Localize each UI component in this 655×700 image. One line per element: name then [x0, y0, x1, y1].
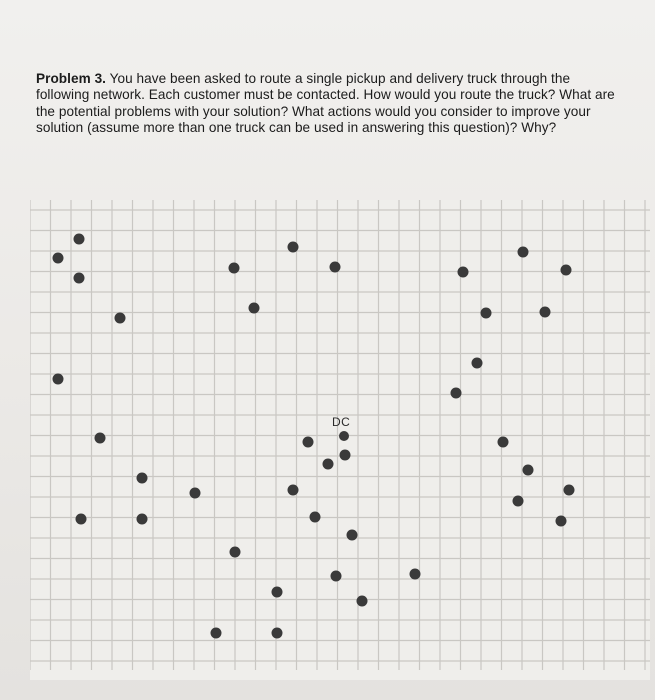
problem-text: You have been asked to route a single pickup and delivery truck through the following network. Each customer must be contacted. How would you route the truck? What are the potential problems with your solution? What actions would you consider to improve your solution (assume more than one truck can be used in answering this question)? Why?: [36, 71, 615, 136]
customer-point: [288, 242, 299, 253]
dc-label: DC: [332, 415, 351, 429]
customer-point: [74, 273, 85, 284]
customer-point: [556, 516, 567, 527]
customer-point: [458, 267, 469, 278]
customer-point: [53, 374, 64, 385]
customer-point: [95, 433, 106, 444]
customer-point: [410, 569, 421, 580]
customer-point: [357, 596, 368, 607]
customer-point: [272, 587, 283, 598]
customer-point: [472, 358, 483, 369]
customer-point: [249, 303, 260, 314]
customer-point: [340, 450, 351, 461]
dc-point: [339, 431, 349, 441]
customer-point: [513, 496, 524, 507]
customer-point: [451, 388, 462, 399]
customer-point: [229, 263, 240, 274]
customer-point: [498, 437, 509, 448]
customer-point: [323, 459, 334, 470]
customer-point: [115, 313, 126, 324]
customer-point: [310, 512, 321, 523]
customer-point: [76, 514, 87, 525]
customer-point: [523, 465, 534, 476]
problem-label: Problem 3.: [36, 71, 107, 86]
customer-point: [331, 571, 342, 582]
customer-point: [137, 473, 148, 484]
customer-point: [481, 308, 492, 319]
customer-point: [347, 530, 358, 541]
customer-point: [518, 247, 529, 258]
customer-point: [211, 628, 222, 639]
customer-point: [230, 547, 241, 558]
customer-point: [561, 265, 572, 276]
customer-point: [303, 437, 314, 448]
customer-point: [53, 253, 64, 264]
customer-point: [272, 628, 283, 639]
customer-point: [330, 262, 341, 273]
customer-point: [137, 514, 148, 525]
customer-point: [288, 485, 299, 496]
customer-point: [540, 307, 551, 318]
customer-point: [74, 234, 85, 245]
customer-point: [564, 485, 575, 496]
customer-point: [190, 488, 201, 499]
